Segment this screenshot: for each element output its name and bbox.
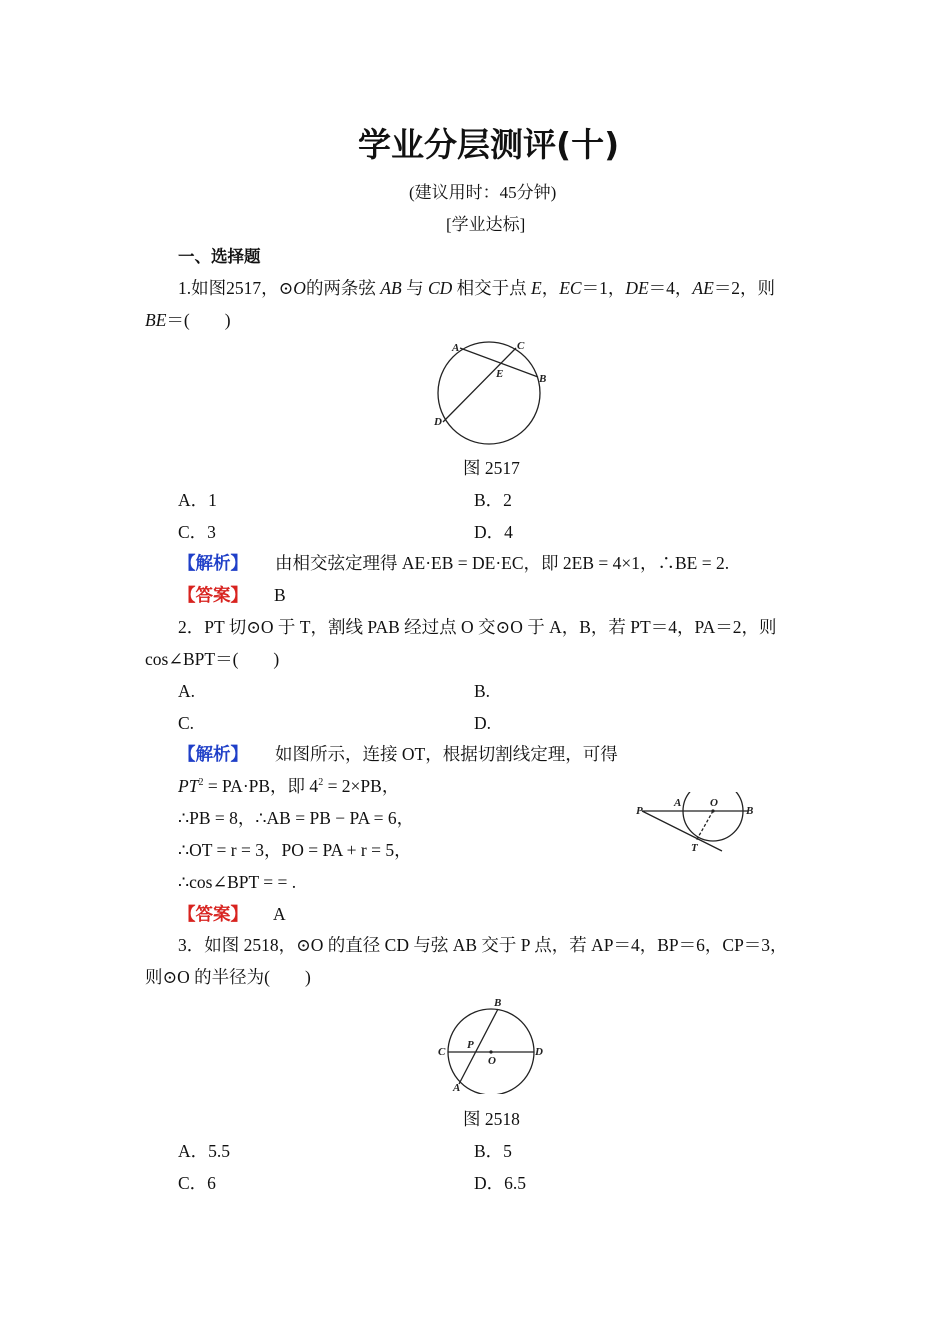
q1-option-d[interactable]: D．4 [474,522,513,542]
figure-q2-tangent [634,792,764,854]
q2-answer-value: A [273,904,286,924]
q2-analysis-line4: ∴OT = r = 3，PO = PA + r = 5， [178,840,412,860]
suggested-time: (建议用时：45分钟) [409,183,557,202]
q2-analysis-line1: 如图所示，连接 OT，根据切割线定理，可得 [275,744,618,764]
center-dot [711,809,714,812]
q1-stem-line1: 1.如图2517，⊙O的两条弦 AB 与 CD 相交于点 E，EC＝1，DE＝4，AE＝2，则 [178,278,776,298]
label-o: O [710,797,718,809]
label-t: T [691,842,698,854]
q2-option-d[interactable]: D. [474,713,492,733]
center-dot [489,1050,492,1053]
q2-analysis-line3: ∴PB = 8，∴AB = PB − PA = 6， [178,808,415,828]
label-b: B [539,373,547,385]
chord-cd [443,348,516,422]
q1-analysis-text: 由相交弦定理得 AE·EB = DE·EC，即 2EB = 4×1，∴BE = 2. [275,553,730,573]
q3-option-d[interactable]: D．6.5 [474,1173,527,1193]
q2-stem-line2: cos∠BPT＝( ) [145,649,280,669]
label-a: A [453,1082,461,1094]
q2-stem-line1: 2．PT 切⊙O 于 T，割线 PAB 经过点 O 交⊙O 于 A，B，若 PT＝4，PA＝2，则 [178,617,777,637]
q2-analysis-line5: ∴cos∠BPT = = . [178,872,297,892]
q1-option-a[interactable]: A．1 [178,490,217,510]
chord-ab [459,1009,498,1084]
label-a: A [452,342,460,354]
q1-answer-value: B [274,585,286,605]
label-p: P [467,1039,474,1051]
label-d: D [434,416,442,428]
q2-option-b[interactable]: B. [474,681,491,701]
circle-o [438,342,540,444]
q1-analysis-tag: 【解析】 [178,553,248,573]
figure-2518 [434,994,554,1094]
figure-2518-caption: 图 2518 [463,1109,520,1129]
label-o: O [488,1055,496,1067]
level-heading: [学业达标] [446,215,526,234]
label-e: E [496,368,504,380]
q3-option-c[interactable]: C．6 [178,1173,216,1193]
label-c: C [517,340,525,352]
section-heading-choice: 一、选择题 [178,247,261,266]
label-p: P [636,805,643,817]
q3-stem-line2: 则⊙O 的半径为( ) [145,967,311,987]
q1-option-c[interactable]: C．3 [178,522,216,542]
figure-2517-caption: 图 2517 [463,458,520,478]
q1-option-b[interactable]: B．2 [474,490,512,510]
page-title: 学业分层测评(十) [358,125,620,164]
q2-option-c[interactable]: C. [178,713,195,733]
radius-ot [696,811,713,841]
label-c: C [438,1046,446,1058]
q3-option-b[interactable]: B．5 [474,1141,512,1161]
q3-option-a[interactable]: A．5.5 [178,1141,231,1161]
label-b: B [746,805,754,817]
figure-2517 [428,338,558,448]
q2-analysis-tag: 【解析】 [178,744,248,764]
q2-answer-tag: 【答案】 [178,904,248,924]
q3-stem-line1: 3．如图 2518，⊙O 的直径 CD 与弦 AB 交于 P 点，若 AP＝4，BP＝6，CP＝3， [178,935,788,955]
q1-stem-line2: BE＝( ) [145,310,231,330]
label-a: A [674,797,682,809]
q1-answer-tag: 【答案】 [178,585,248,605]
q2-analysis-line2: $PT^2 = PA\cdot PB$，即 $4^2 = 2\times PB$， [178,776,400,796]
q2-option-a[interactable]: A. [178,681,196,701]
label-d: D [535,1046,543,1058]
label-b: B [494,997,502,1009]
